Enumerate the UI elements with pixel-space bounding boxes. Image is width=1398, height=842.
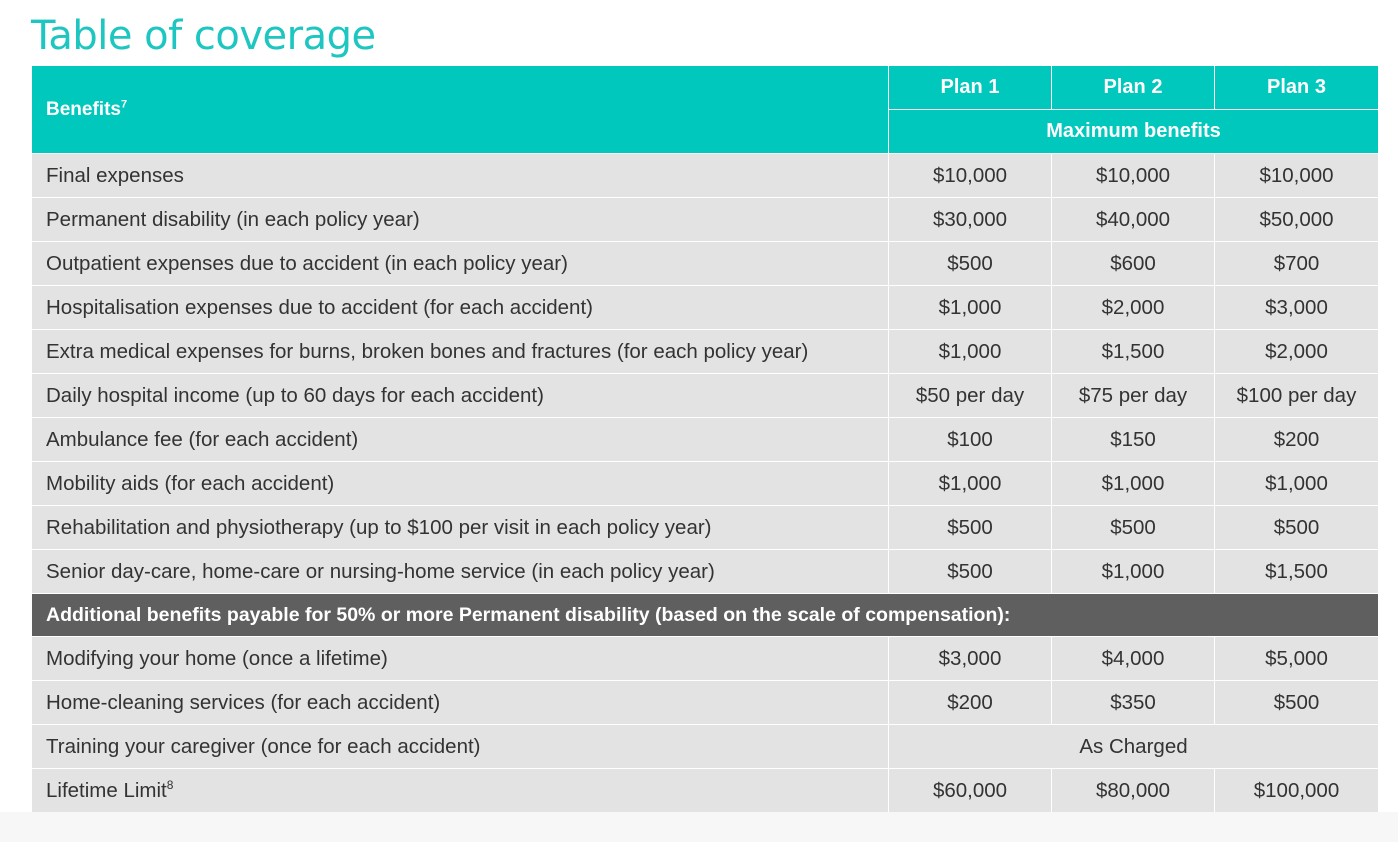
plan-2-value: $75 per day <box>1052 374 1215 418</box>
coverage-table <box>31 65 1379 813</box>
plan-3-value: $200 <box>1215 418 1379 462</box>
row-label: Permanent disability (in each policy year) <box>32 198 889 242</box>
row-label: Ambulance fee (for each accident) <box>32 418 889 462</box>
row-label: Daily hospital income (up to 60 days for each accident) <box>32 374 889 418</box>
table-row-lifetime-limit <box>32 769 1379 813</box>
plan-3-value: $100,000 <box>1215 769 1379 813</box>
plan-1-value: $1,000 <box>889 462 1052 506</box>
section-heading: Additional benefits payable for 50% or more Permanent disability (based on the scale of compensation): <box>32 594 1379 637</box>
benefits-header-label: Benefits <box>46 98 121 120</box>
row-label <box>32 769 889 813</box>
plan-2-value: $350 <box>1052 681 1215 725</box>
plan-1-value: $60,000 <box>889 769 1052 813</box>
plan-1-value: $3,000 <box>889 637 1052 681</box>
plan-1-value: $1,000 <box>889 286 1052 330</box>
table-row <box>32 418 1379 462</box>
plan-2-value: $80,000 <box>1052 769 1215 813</box>
plan-3-header: Plan 3 <box>1215 66 1379 110</box>
plan-3-value: $500 <box>1215 681 1379 725</box>
maximum-benefits-header: Maximum benefits <box>889 110 1379 154</box>
plan-3-value: $100 per day <box>1215 374 1379 418</box>
plan-2-value: $1,500 <box>1052 330 1215 374</box>
table-row <box>32 330 1379 374</box>
plan-3-value: $2,000 <box>1215 330 1379 374</box>
plan-1-value: $500 <box>889 506 1052 550</box>
header-row-plans <box>32 66 1379 110</box>
benefits-header <box>32 66 889 154</box>
row-label: Rehabilitation and physiotherapy (up to $100 per visit in each policy year) <box>32 506 889 550</box>
row-label: Mobility aids (for each accident) <box>32 462 889 506</box>
plan-1-value: $1,000 <box>889 330 1052 374</box>
plan-3-value: $700 <box>1215 242 1379 286</box>
plan-3-value: $1,500 <box>1215 550 1379 594</box>
plan-3-value: $1,000 <box>1215 462 1379 506</box>
plan-1-value: $500 <box>889 550 1052 594</box>
plan-2-value: $1,000 <box>1052 462 1215 506</box>
plan-1-value: $500 <box>889 242 1052 286</box>
lifetime-footnote-marker: 8 <box>166 777 174 792</box>
benefits-footnote-marker: 7 <box>120 98 128 111</box>
section-row-additional-benefits <box>32 594 1379 637</box>
plan-2-value: $600 <box>1052 242 1215 286</box>
table-row <box>32 154 1379 198</box>
table-row <box>32 637 1379 681</box>
table-row <box>32 550 1379 594</box>
plan-3-value: $500 <box>1215 506 1379 550</box>
plan-1-value: $30,000 <box>889 198 1052 242</box>
table-row <box>32 198 1379 242</box>
table-row <box>32 681 1379 725</box>
plan-2-value: $150 <box>1052 418 1215 462</box>
plan-1-header: Plan 1 <box>889 66 1052 110</box>
plan-1-value: $100 <box>889 418 1052 462</box>
plan-2-value: $40,000 <box>1052 198 1215 242</box>
row-label: Home-cleaning services (for each accident) <box>32 681 889 725</box>
row-label: Hospitalisation expenses due to accident (for each accident) <box>32 286 889 330</box>
plan-3-value: $5,000 <box>1215 637 1379 681</box>
plan-1-value: $200 <box>889 681 1052 725</box>
plan-2-value: $2,000 <box>1052 286 1215 330</box>
table-row <box>32 374 1379 418</box>
lifetime-limit-label: Lifetime Limit <box>46 778 167 802</box>
row-label: Extra medical expenses for burns, broken bones and fractures (for each policy year) <box>32 330 889 374</box>
plan-2-value: $1,000 <box>1052 550 1215 594</box>
row-label: Final expenses <box>32 154 889 198</box>
plan-1-value: $10,000 <box>889 154 1052 198</box>
table-row <box>32 286 1379 330</box>
plan-3-value: $10,000 <box>1215 154 1379 198</box>
row-label: Senior day-care, home-care or nursing-home service (in each policy year) <box>32 550 889 594</box>
plan-2-value: $500 <box>1052 506 1215 550</box>
plan-2-header: Plan 2 <box>1052 66 1215 110</box>
table-row <box>32 506 1379 550</box>
plan-3-value: $50,000 <box>1215 198 1379 242</box>
all-plans-value: As Charged <box>889 725 1379 769</box>
table-row <box>32 462 1379 506</box>
plan-2-value: $10,000 <box>1052 154 1215 198</box>
row-label: Outpatient expenses due to accident (in each policy year) <box>32 242 889 286</box>
row-label: Training your caregiver (once for each accident) <box>32 725 889 769</box>
plan-1-value: $50 per day <box>889 374 1052 418</box>
row-label: Modifying your home (once a lifetime) <box>32 637 889 681</box>
page-title: Table of coverage <box>31 13 376 59</box>
plan-3-value: $3,000 <box>1215 286 1379 330</box>
table-row-caregiver <box>32 725 1379 769</box>
plan-2-value: $4,000 <box>1052 637 1215 681</box>
table-row <box>32 242 1379 286</box>
page-footer-band <box>0 812 1398 842</box>
